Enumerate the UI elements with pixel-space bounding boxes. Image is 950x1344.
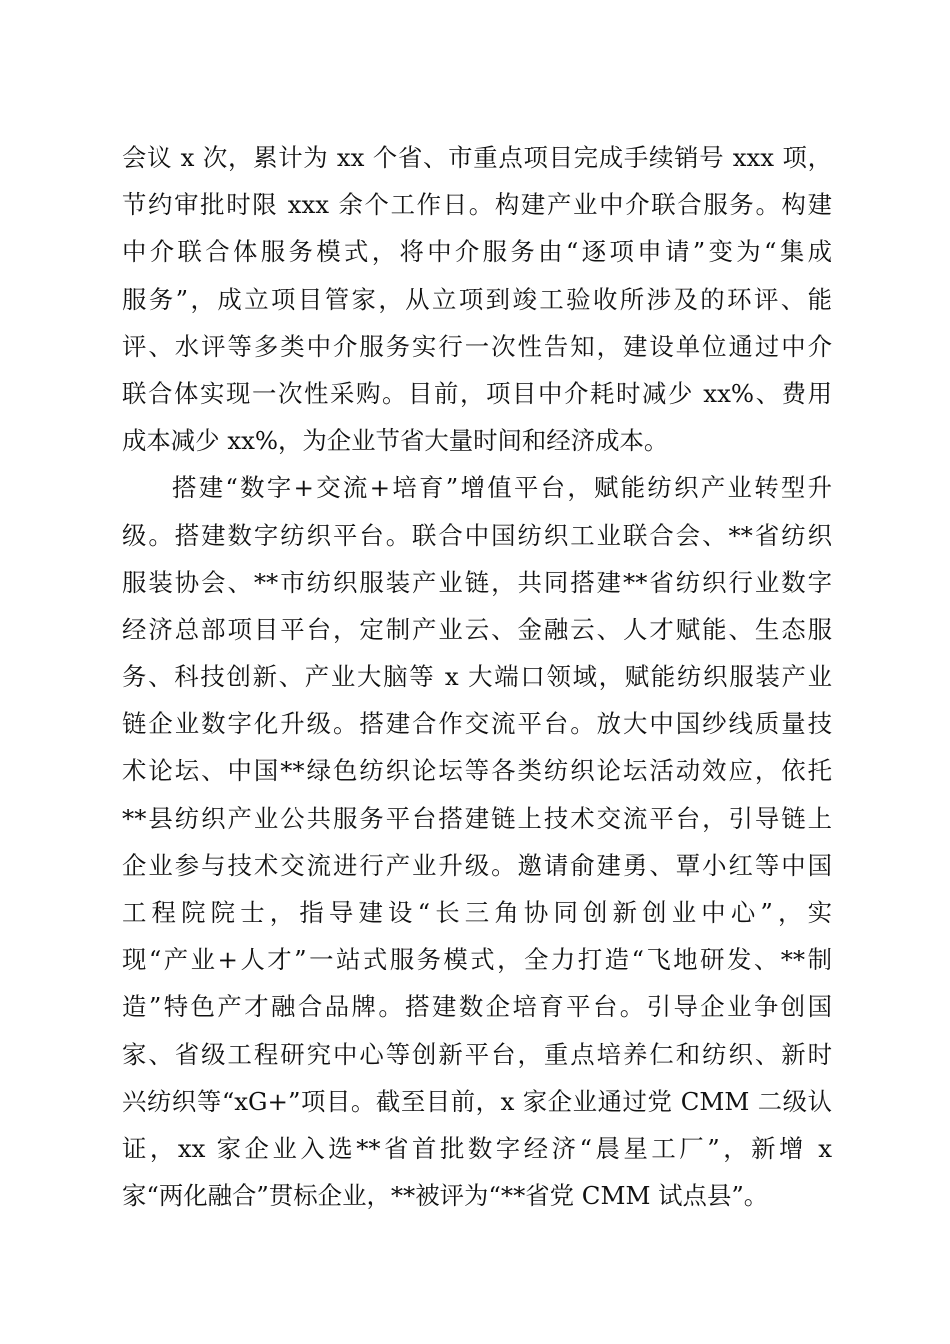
text-line: 联合体实现一次性采购。目前，项目中介耗时减少 xx%、费用 — [122, 378, 832, 408]
text-line: 成本减少 xx%，为企业节省大量时间和经济成本。 — [122, 426, 669, 456]
body-text — [122, 134, 832, 1219]
text-line: 服装协会、**市纺织服装产业链，共同搭建**省纺织行业数字 — [122, 567, 832, 597]
text-line: 经济总部项目平台，定制产业云、金融云、人才赋能、生态服 — [122, 614, 832, 644]
text-line: 中介联合体服务模式，将中介服务由“逐项申请”变为“集成 — [122, 237, 832, 267]
text-line: 服务”，成立项目管家，从立项到竣工验收所涉及的环评、能 — [122, 284, 832, 314]
text-line: 企业参与技术交流进行产业升级。邀请俞建勇、覃小红等中国 — [122, 850, 832, 880]
text-line: 级。搭建数字纺织平台。联合中国纺织工业联合会、**省纺织 — [122, 520, 832, 550]
text-line: **县纺织产业公共服务平台搭建链上技术交流平台，引导链上 — [122, 803, 832, 833]
text-line: 评、水评等多类中介服务实行一次性告知，建设单位通过中介 — [122, 331, 832, 361]
text-line: 工程院院士，指导建设“长三角协同创新创业中心”，实 — [122, 898, 832, 927]
text-line: 会议 x 次，累计为 xx 个省、市重点项目完成手续销号 xxx 项， — [122, 143, 832, 172]
text-line: 务、科技创新、产业大脑等 x 大端口领域，赋能纺织服装产业 — [122, 662, 832, 692]
text-line: 搭建“数字+交流+培育”增值平台，赋能纺织产业转型升 — [172, 473, 832, 503]
text-line: 现“产业+人才”一站式服务模式，全力打造“飞地研发、**制 — [122, 945, 832, 975]
text-line: 家、省级工程研究中心等创新平台，重点培养仁和纺织、新时 — [122, 1039, 832, 1069]
text-line: 证，xx 家企业入选**省首批数字经济“晨星工厂”，新增 x — [122, 1133, 832, 1163]
text-line: 节约审批时限 xxx 余个工作日。构建产业中介联合服务。构建 — [122, 190, 832, 220]
text-line: 术论坛、中国**绿色纺织论坛等各类纺织论坛活动效应，依托 — [122, 756, 832, 786]
paragraph-1 — [122, 134, 832, 464]
paragraph-2 — [122, 464, 832, 1219]
text-line: 造”特色产才融合品牌。搭建数企培育平台。引导企业争创国 — [122, 992, 832, 1022]
text-line: 兴纺织等“xG+”项目。截至目前，x 家企业通过党 CMM 二级认 — [122, 1086, 832, 1116]
text-line: 家“两化融合”贯标企业，**被评为“**省党 CMM 试点县”。 — [122, 1181, 769, 1211]
text-line: 链企业数字化升级。搭建合作交流平台。放大中国纱线质量技 — [122, 709, 832, 739]
